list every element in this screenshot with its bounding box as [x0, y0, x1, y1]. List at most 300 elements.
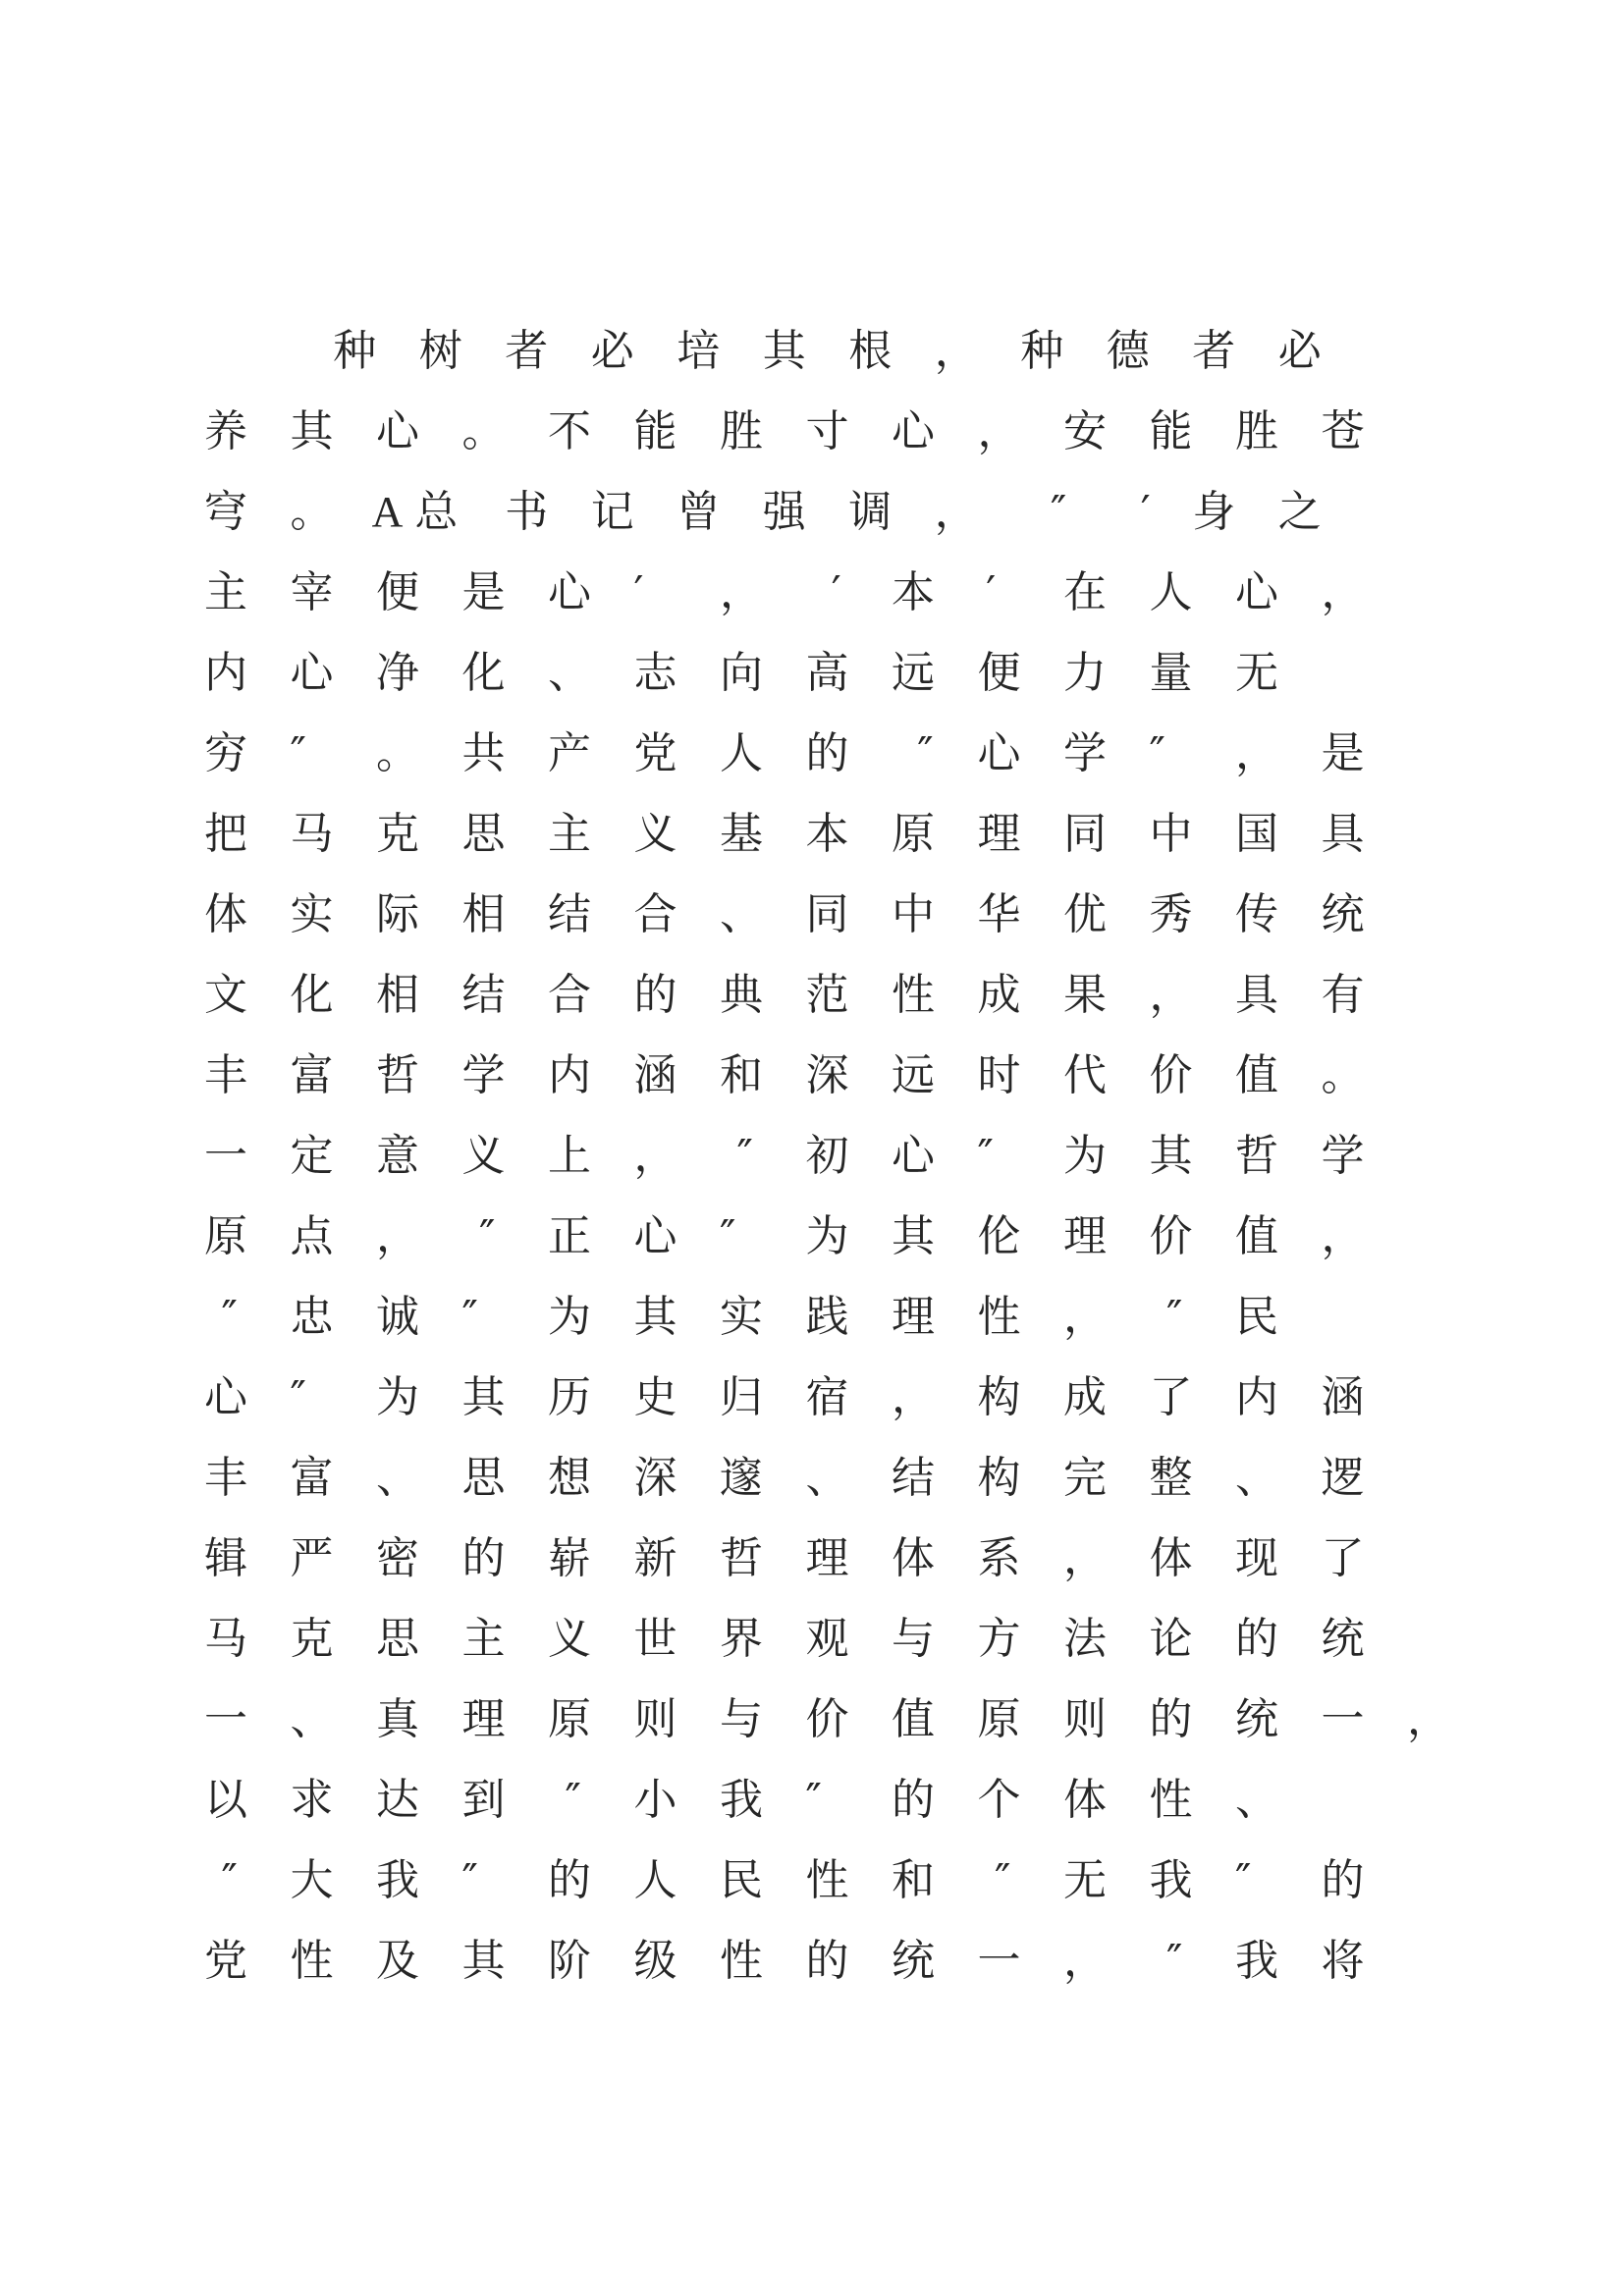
glyph: 典	[720, 970, 763, 1020]
glyph: ″	[1166, 1292, 1183, 1342]
glyph: 忠	[290, 1292, 334, 1342]
glyph: 曾	[677, 487, 721, 537]
glyph: 记	[590, 487, 634, 537]
glyph: 克	[376, 809, 419, 859]
glyph: 哲	[376, 1050, 419, 1100]
glyph: 性	[892, 970, 935, 1020]
glyph: 。	[1321, 1050, 1365, 1100]
glyph: 不	[548, 406, 591, 456]
glyph: 的	[1149, 1694, 1193, 1744]
glyph: 其	[633, 1292, 677, 1342]
glyph: 内	[548, 1050, 591, 1100]
glyph: 心	[204, 1372, 247, 1422]
glyph: 体	[1149, 1533, 1193, 1583]
glyph: 原	[204, 1211, 247, 1261]
glyph: 新	[633, 1533, 677, 1583]
glyph: 方	[977, 1614, 1021, 1664]
glyph: 时	[977, 1050, 1021, 1100]
glyph: 主	[461, 1614, 506, 1664]
glyph: 价	[805, 1694, 849, 1744]
glyph: 其	[1149, 1131, 1193, 1181]
glyph: 秀	[1149, 889, 1193, 939]
glyph: ，	[1063, 1292, 1107, 1342]
glyph: 民	[720, 1855, 763, 1905]
glyph: 到	[461, 1775, 506, 1825]
glyph: ″	[736, 1131, 753, 1181]
glyph: 胜	[720, 406, 763, 456]
glyph: 远	[892, 1050, 935, 1100]
glyph: 想	[548, 1453, 591, 1503]
glyph: ″	[977, 1131, 994, 1181]
glyph: 则	[1063, 1694, 1107, 1744]
glyph: 为	[1063, 1131, 1107, 1181]
glyph: 能	[633, 406, 677, 456]
glyph: 密	[376, 1533, 419, 1583]
glyph: ″	[1149, 728, 1165, 778]
glyph: 理	[977, 809, 1021, 859]
glyph: 点	[290, 1211, 334, 1261]
glyph: 义	[633, 809, 677, 859]
glyph: 我	[1235, 1936, 1278, 1986]
glyph: ″	[805, 1775, 822, 1825]
glyph: 的	[1321, 1855, 1365, 1905]
glyph: 观	[805, 1614, 849, 1664]
glyph: 际	[376, 889, 419, 939]
glyph: 基	[720, 809, 763, 859]
text-line	[0, 1694, 1624, 1779]
glyph: 整	[1149, 1453, 1193, 1503]
glyph: 级	[633, 1936, 677, 1986]
glyph: 我	[1149, 1855, 1193, 1905]
glyph: 德	[1106, 326, 1150, 376]
glyph: 性	[805, 1855, 849, 1905]
glyph: 为	[805, 1211, 849, 1261]
glyph: 必	[1277, 326, 1322, 376]
glyph: 阶	[548, 1936, 591, 1986]
glyph: A	[371, 488, 404, 536]
glyph: 调	[848, 487, 893, 537]
glyph: 者	[1192, 326, 1236, 376]
glyph: 统	[1235, 1694, 1278, 1744]
glyph: 其	[461, 1372, 506, 1422]
glyph: 树	[418, 326, 462, 376]
glyph: 便	[977, 648, 1021, 698]
glyph: 党	[204, 1936, 247, 1986]
glyph: 其	[290, 406, 334, 456]
glyph: ，	[1063, 1936, 1107, 1986]
glyph: 的	[805, 1936, 849, 1986]
glyph: 伦	[977, 1211, 1021, 1261]
glyph: 我	[720, 1775, 763, 1825]
glyph: 人	[1149, 567, 1193, 617]
glyph: 在	[1063, 567, 1107, 617]
glyph: 统	[1321, 889, 1365, 939]
glyph: 理	[461, 1694, 506, 1744]
glyph: 无	[1063, 1855, 1107, 1905]
glyph: 实	[290, 889, 334, 939]
glyph: 性	[1149, 1775, 1193, 1825]
glyph: 思	[461, 809, 506, 859]
glyph: 深	[805, 1050, 849, 1100]
glyph: 涵	[633, 1050, 677, 1100]
glyph: 我	[376, 1855, 419, 1905]
glyph: 产	[548, 728, 591, 778]
glyph: 种	[1020, 326, 1064, 376]
glyph: 高	[805, 648, 849, 698]
glyph: ″	[565, 1775, 581, 1825]
glyph: 文	[204, 970, 247, 1020]
glyph: 体	[204, 889, 247, 939]
glyph: ′	[831, 567, 841, 617]
glyph: 主	[548, 809, 591, 859]
glyph: 总	[414, 487, 459, 537]
glyph: 性	[720, 1936, 763, 1986]
glyph: 及	[376, 1936, 419, 1986]
glyph: 法	[1063, 1614, 1107, 1664]
text-line	[0, 1936, 1624, 2020]
glyph: 富	[290, 1050, 334, 1100]
glyph: 一	[977, 1936, 1021, 1986]
glyph: 合	[633, 889, 677, 939]
glyph: 远	[892, 648, 935, 698]
glyph: 论	[1149, 1614, 1193, 1664]
glyph: ，	[720, 567, 763, 617]
glyph: 、	[548, 648, 591, 698]
text-line	[0, 889, 1624, 974]
glyph: 则	[633, 1694, 677, 1744]
glyph: ，	[376, 1211, 419, 1261]
text-line	[0, 406, 1624, 491]
glyph: 原	[548, 1694, 591, 1744]
glyph: 书	[505, 487, 549, 537]
glyph: 理	[805, 1533, 849, 1583]
glyph: 同	[1063, 809, 1107, 859]
glyph: 邃	[720, 1453, 763, 1503]
glyph: 本	[805, 809, 849, 859]
glyph: 理	[892, 1292, 935, 1342]
glyph: ″	[479, 1211, 496, 1261]
glyph: 人	[720, 728, 763, 778]
glyph: 一	[1321, 1694, 1365, 1744]
glyph: ，	[1407, 1694, 1450, 1744]
glyph: 一	[204, 1131, 247, 1181]
glyph: 马	[290, 809, 334, 859]
glyph: 实	[720, 1292, 763, 1342]
glyph: 安	[1063, 406, 1107, 456]
glyph: 。	[461, 406, 506, 456]
text-line	[0, 728, 1624, 813]
text-line	[0, 567, 1624, 652]
glyph: 苍	[1321, 406, 1365, 456]
glyph: 心	[548, 567, 591, 617]
glyph: 克	[290, 1614, 334, 1664]
glyph: 值	[1235, 1211, 1278, 1261]
glyph: 其	[762, 326, 806, 376]
glyph: ″	[720, 1211, 736, 1261]
glyph: 和	[720, 1050, 763, 1100]
glyph: 共	[461, 728, 506, 778]
glyph: 辑	[204, 1533, 247, 1583]
glyph: 构	[977, 1372, 1021, 1422]
glyph: 心	[376, 406, 419, 456]
glyph: 寸	[805, 406, 849, 456]
glyph: 思	[376, 1614, 419, 1664]
glyph: 构	[977, 1453, 1021, 1503]
glyph: 化	[461, 648, 506, 698]
glyph: 宿	[805, 1372, 849, 1422]
glyph: 便	[376, 567, 419, 617]
glyph: 同	[805, 889, 849, 939]
glyph: ″	[221, 1292, 238, 1342]
glyph: 思	[461, 1453, 506, 1503]
glyph: 的	[1235, 1614, 1278, 1664]
glyph: 必	[590, 326, 634, 376]
glyph: ″	[917, 728, 934, 778]
glyph: 力	[1063, 648, 1107, 698]
text-line	[0, 326, 1624, 410]
glyph: 和	[892, 1855, 935, 1905]
glyph: 值	[1235, 1050, 1278, 1100]
glyph: 无	[1235, 648, 1278, 698]
glyph: 正	[548, 1211, 591, 1261]
glyph: 志	[633, 648, 677, 698]
glyph: 把	[204, 809, 247, 859]
glyph: 强	[762, 487, 806, 537]
glyph: 深	[633, 1453, 677, 1503]
glyph: 优	[1063, 889, 1107, 939]
glyph: 世	[633, 1614, 677, 1664]
glyph: ，	[1321, 567, 1365, 617]
glyph: 具	[1321, 809, 1365, 859]
glyph: 理	[1063, 1211, 1107, 1261]
glyph: 义	[461, 1131, 506, 1181]
text-line	[0, 1050, 1624, 1135]
glyph: 能	[1149, 406, 1193, 456]
glyph: 成	[977, 970, 1021, 1020]
glyph: 初	[805, 1131, 849, 1181]
glyph: 身	[1192, 487, 1236, 537]
glyph: 心	[290, 648, 334, 698]
glyph: 富	[290, 1453, 334, 1503]
glyph: 学	[1321, 1131, 1365, 1181]
text-line	[0, 1775, 1624, 1859]
glyph: 哲	[720, 1533, 763, 1583]
glyph: 上	[548, 1131, 591, 1181]
glyph: 、	[376, 1453, 419, 1503]
glyph: 史	[633, 1372, 677, 1422]
glyph: 界	[720, 1614, 763, 1664]
glyph: 的	[548, 1855, 591, 1905]
glyph: ″	[221, 1855, 238, 1905]
glyph: ，	[1235, 728, 1278, 778]
glyph: ″	[1235, 1855, 1252, 1905]
glyph: 是	[461, 567, 506, 617]
glyph: ″	[290, 728, 306, 778]
glyph: 人	[633, 1855, 677, 1905]
glyph: 传	[1235, 889, 1278, 939]
glyph: 、	[290, 1694, 334, 1744]
glyph: 培	[677, 326, 721, 376]
glyph: 、	[1235, 1453, 1278, 1503]
glyph: 心	[633, 1211, 677, 1261]
glyph: 原	[892, 809, 935, 859]
glyph: 崭	[548, 1533, 591, 1583]
glyph: 结	[461, 970, 506, 1020]
glyph: 穹	[204, 487, 247, 537]
glyph: 代	[1063, 1050, 1107, 1100]
text-line	[0, 1855, 1624, 1940]
glyph: 学	[1063, 728, 1107, 778]
glyph: 心	[892, 406, 935, 456]
glyph: 系	[977, 1533, 1021, 1583]
glyph: 、	[805, 1453, 849, 1503]
glyph: 化	[290, 970, 334, 1020]
glyph: 以	[204, 1775, 247, 1825]
glyph: 的	[461, 1533, 506, 1583]
glyph: 的	[633, 970, 677, 1020]
glyph: 华	[977, 889, 1021, 939]
text-line	[0, 809, 1624, 893]
glyph: 国	[1235, 809, 1278, 859]
glyph: 哲	[1235, 1131, 1278, 1181]
glyph: ，	[633, 1131, 677, 1181]
glyph: 胜	[1235, 406, 1278, 456]
glyph: 体	[892, 1533, 935, 1583]
text-line	[0, 1533, 1624, 1618]
glyph: 一	[204, 1694, 247, 1744]
glyph: 马	[204, 1614, 247, 1664]
glyph: 养	[204, 406, 247, 456]
glyph: 向	[720, 648, 763, 698]
glyph: 义	[548, 1614, 591, 1664]
glyph: 量	[1149, 648, 1193, 698]
glyph: 为	[548, 1292, 591, 1342]
glyph: ″	[461, 1855, 478, 1905]
glyph: 、	[720, 889, 763, 939]
glyph: 穷	[204, 728, 247, 778]
glyph: 的	[805, 728, 849, 778]
glyph: ，	[977, 406, 1021, 456]
glyph: 了	[1149, 1372, 1193, 1422]
glyph: 原	[977, 1694, 1021, 1744]
glyph: 果	[1063, 970, 1107, 1020]
text-line	[0, 1211, 1624, 1296]
glyph: 本	[892, 567, 935, 617]
glyph: 践	[805, 1292, 849, 1342]
glyph: 体	[1063, 1775, 1107, 1825]
glyph: 统	[892, 1936, 935, 1986]
glyph: 了	[1321, 1533, 1365, 1583]
glyph: ″	[461, 1292, 478, 1342]
text-line	[0, 1292, 1624, 1376]
glyph: 学	[461, 1050, 506, 1100]
glyph: 内	[1235, 1372, 1278, 1422]
glyph: 中	[892, 889, 935, 939]
glyph: ′	[633, 567, 644, 617]
text-line	[0, 1453, 1624, 1537]
glyph: ″	[1166, 1936, 1183, 1986]
glyph: 民	[1235, 1292, 1278, 1342]
glyph: ，	[892, 1372, 935, 1422]
glyph: 归	[720, 1372, 763, 1422]
glyph: ，	[934, 487, 978, 537]
text-line	[0, 1372, 1624, 1457]
glyph: 具	[1235, 970, 1278, 1020]
text-line	[0, 1131, 1624, 1215]
glyph: ′	[986, 567, 997, 617]
glyph: 性	[290, 1936, 334, 1986]
glyph: 有	[1321, 970, 1365, 1020]
glyph: 将	[1321, 1936, 1365, 1986]
text-line	[0, 487, 1624, 571]
glyph: 者	[505, 326, 549, 376]
glyph: 意	[376, 1131, 419, 1181]
glyph: 结	[548, 889, 591, 939]
glyph: 价	[1149, 1050, 1193, 1100]
glyph: 中	[1149, 809, 1193, 859]
glyph: 的	[892, 1775, 935, 1825]
glyph: 定	[290, 1131, 334, 1181]
glyph: 主	[204, 567, 247, 617]
glyph: 价	[1149, 1211, 1193, 1261]
glyph: 丰	[204, 1050, 247, 1100]
text-line	[0, 970, 1624, 1054]
glyph: 与	[720, 1694, 763, 1744]
glyph: 范	[805, 970, 849, 1020]
glyph: ，	[934, 326, 978, 376]
glyph: 统	[1321, 1614, 1365, 1664]
glyph: 。	[376, 728, 419, 778]
glyph: ″	[290, 1372, 306, 1422]
glyph: 其	[461, 1936, 506, 1986]
glyph: ，	[1321, 1211, 1365, 1261]
glyph: ′	[1140, 487, 1151, 537]
glyph: 宰	[290, 567, 334, 617]
glyph: 相	[461, 889, 506, 939]
glyph: 净	[376, 648, 419, 698]
glyph: 诚	[376, 1292, 419, 1342]
glyph: 相	[376, 970, 419, 1020]
glyph: 为	[376, 1372, 419, 1422]
glyph: ，	[1149, 970, 1193, 1020]
glyph: 值	[892, 1694, 935, 1744]
glyph: 逻	[1321, 1453, 1365, 1503]
glyph: 党	[633, 728, 677, 778]
glyph: 心	[977, 728, 1021, 778]
glyph: 个	[977, 1775, 1021, 1825]
glyph: ″	[1050, 487, 1067, 537]
glyph: 丰	[204, 1453, 247, 1503]
glyph: 小	[633, 1775, 677, 1825]
glyph: 合	[548, 970, 591, 1020]
glyph: 达	[376, 1775, 419, 1825]
glyph: 是	[1321, 728, 1365, 778]
glyph: 与	[892, 1614, 935, 1664]
glyph: 、	[1235, 1775, 1278, 1825]
glyph: 内	[204, 648, 247, 698]
glyph: 结	[892, 1453, 935, 1503]
glyph: 其	[892, 1211, 935, 1261]
glyph: 。	[290, 487, 334, 537]
glyph: 心	[1235, 567, 1278, 617]
glyph: 种	[333, 326, 377, 376]
glyph: 求	[290, 1775, 334, 1825]
glyph: 严	[290, 1533, 334, 1583]
glyph: ″	[995, 1855, 1011, 1905]
glyph: ，	[1063, 1533, 1107, 1583]
glyph: 大	[290, 1855, 334, 1905]
glyph: 性	[977, 1292, 1021, 1342]
